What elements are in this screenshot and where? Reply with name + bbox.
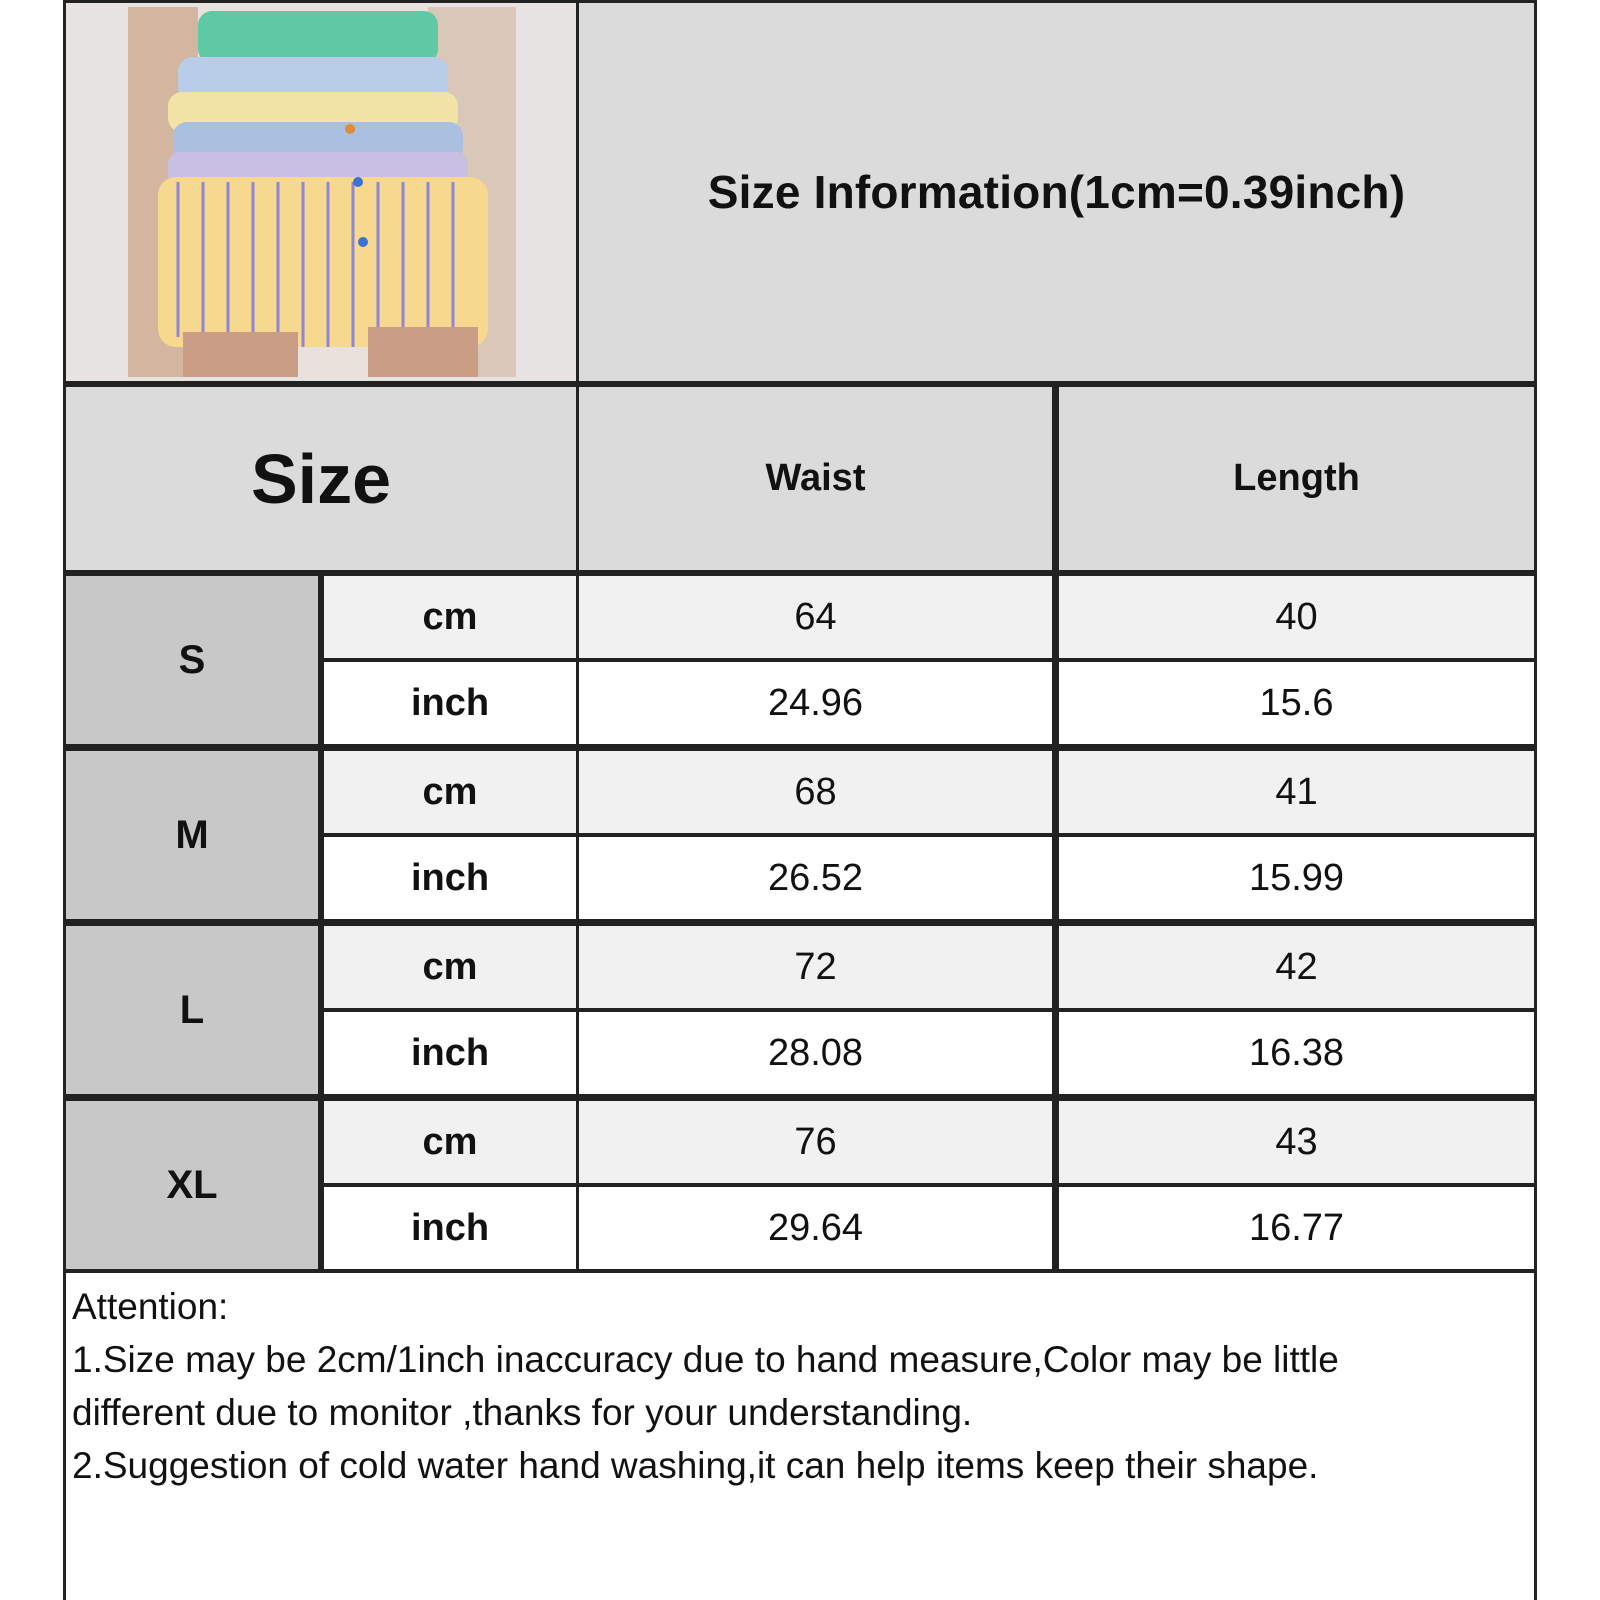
length-value: 16.38: [1248, 1031, 1345, 1074]
grid-line: [324, 1183, 1537, 1187]
unit-cell: [324, 926, 576, 1008]
length-value: 43: [1275, 1120, 1318, 1163]
grid-line: [63, 381, 1537, 387]
table-cell: [1059, 1012, 1534, 1094]
length-value: 41: [1275, 770, 1318, 813]
table-cell: [1059, 1101, 1534, 1183]
table-cell: [579, 1187, 1052, 1269]
table-cell: [579, 926, 1052, 1008]
length-value: 15.99: [1248, 856, 1345, 899]
grid-line: [63, 744, 1537, 751]
attention-note: [72, 1280, 1532, 1492]
attention-heading: Attention:: [72, 1286, 229, 1327]
waist-value: 72: [794, 945, 837, 988]
unit-label: cm: [422, 1120, 478, 1163]
unit-label: inch: [410, 1206, 490, 1249]
waist-value: 29.64: [767, 1206, 864, 1249]
striped-shorts-photo: [128, 7, 516, 377]
table-cell: [579, 1101, 1052, 1183]
unit-cell: [324, 576, 576, 658]
size-label: S: [178, 637, 206, 682]
grid-line: [63, 0, 1537, 3]
grid-line: [324, 1008, 1537, 1012]
grid-line: [576, 0, 579, 1272]
unit-label: cm: [422, 595, 478, 638]
length-header: Length: [1233, 457, 1360, 499]
grid-line: [63, 570, 1537, 576]
table-cell: [579, 1012, 1052, 1094]
length-value: 15.6: [1259, 681, 1334, 724]
page-title: Size Information(1cm=0.39inch): [707, 166, 1406, 218]
unit-label: inch: [410, 856, 490, 899]
length-value: 42: [1275, 945, 1318, 988]
waist-value: 64: [794, 595, 837, 638]
unit-cell: [324, 751, 576, 833]
unit-cell: [324, 837, 576, 919]
table-cell: [1059, 662, 1534, 744]
table-cell: [1059, 837, 1534, 919]
unit-cell: [324, 1187, 576, 1269]
attention-line: 1.Size may be 2cm/1inch inaccuracy due to hand measure,Color may be little: [72, 1339, 1339, 1380]
title-cell: [579, 3, 1534, 381]
table-cell: [579, 576, 1052, 658]
waist-value: 28.08: [767, 1031, 864, 1074]
grid-line: [63, 919, 1537, 926]
table-cell: [1059, 1187, 1534, 1269]
unit-cell: [324, 1101, 576, 1183]
size-label: L: [179, 987, 205, 1032]
size-label-cell: [66, 751, 318, 919]
size-label-cell: [66, 1101, 318, 1269]
unit-cell: [324, 1012, 576, 1094]
grid-line: [63, 1269, 1537, 1273]
size-label-cell: [66, 926, 318, 1094]
waist-value: 76: [794, 1120, 837, 1163]
table-cell: [1059, 751, 1534, 833]
attention-line: 2.Suggestion of cold water hand washing,it can help items keep their shape.: [72, 1445, 1319, 1486]
product-photo-cell: [66, 3, 576, 381]
table-cell: [579, 837, 1052, 919]
unit-cell: [324, 662, 576, 744]
size-header: Size: [250, 439, 392, 518]
size-label: M: [175, 812, 209, 857]
unit-label: cm: [422, 945, 478, 988]
waist-value: 24.96: [767, 681, 864, 724]
unit-label: inch: [410, 681, 490, 724]
waist-header: Waist: [765, 457, 866, 499]
size-label-cell: [66, 576, 318, 744]
waist-header-cell: [579, 387, 1052, 570]
size-label: XL: [166, 1162, 218, 1207]
unit-label: inch: [410, 1031, 490, 1074]
unit-label: cm: [422, 770, 478, 813]
table-cell: [579, 662, 1052, 744]
table-cell: [1059, 926, 1534, 1008]
length-value: 40: [1275, 595, 1318, 638]
attention-line: different due to monitor ,thanks for your understanding.: [72, 1392, 973, 1433]
grid-line: [324, 833, 1537, 837]
grid-line: [63, 1094, 1537, 1101]
table-cell: [1059, 576, 1534, 658]
length-value: 16.77: [1248, 1206, 1345, 1249]
waist-value: 68: [794, 770, 837, 813]
waist-value: 26.52: [767, 856, 864, 899]
size-header-cell: [66, 387, 576, 570]
grid-line: [1052, 387, 1059, 1272]
grid-line: [324, 658, 1537, 662]
length-header-cell: [1059, 387, 1534, 570]
table-cell: [579, 751, 1052, 833]
